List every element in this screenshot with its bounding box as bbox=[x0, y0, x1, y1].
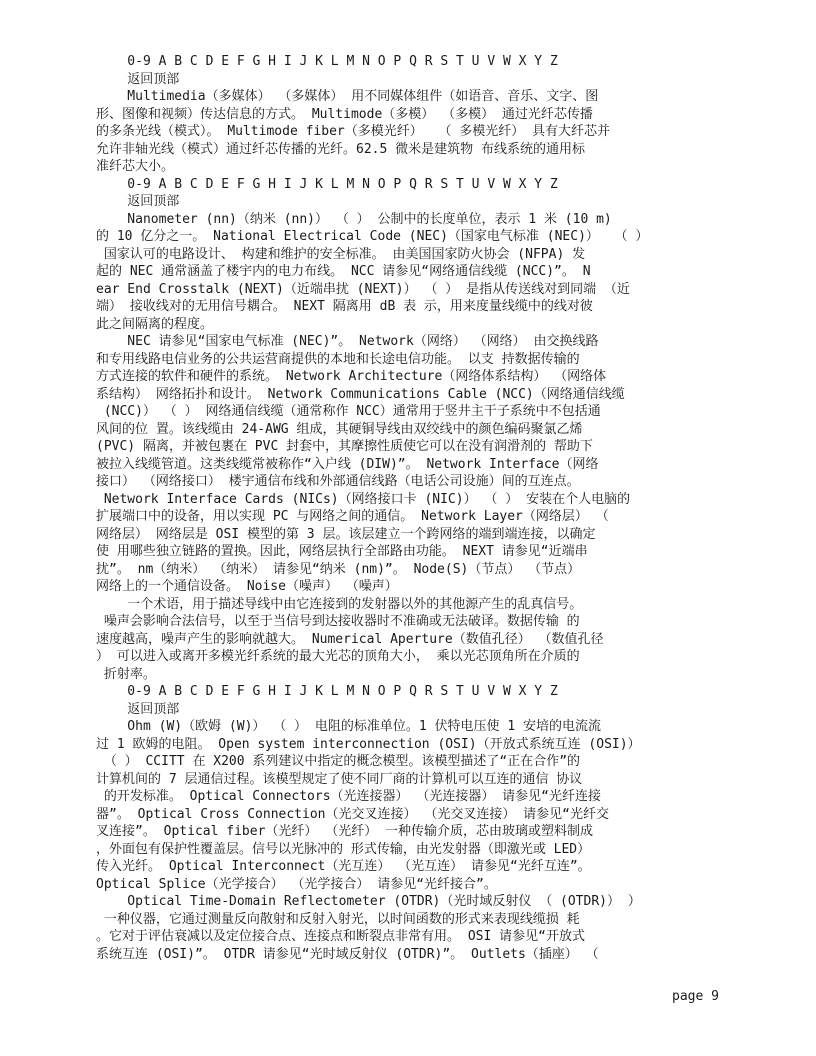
text-line: 允许非轴光线（模式）通过纤芯传播的光纤。62.5 微米是建筑物 布线系统的通用标 bbox=[96, 141, 585, 157]
text-line: (NCC)） （ ） 网络通信线缆（通常称作 NCC）通常用于竖井主干子系统中不包括通 bbox=[96, 404, 601, 419]
text-line: 端） 接收线对的无用信号耦合。 NEXT 隔离用 dB 表 示，用来度量线缆中的线对彼 bbox=[96, 299, 593, 314]
text-line: Network Interface Cards (NICs)（网络接口卡 (NIC)） （ ） 安装在个人电脑的 bbox=[96, 491, 631, 507]
text-line: 器”。 Optical Cross Connection（光交叉连接） （光交叉连接） 请参见“光纤交 bbox=[96, 806, 609, 822]
text-line: ，外面包有保护性覆盖层。信号以光脉冲的 形式传输，由光发射器（即激光或 LED） bbox=[96, 841, 591, 857]
text-line: 一个术语，用于描述导线中由它连接到的发射器以外的其他源产生的乱真信号。 bbox=[96, 596, 583, 612]
text-line: ear End Crosstalk (NEXT)（近端串扰 (NEXT)） （ ） 是指从传送线对到同端 （近 bbox=[96, 281, 630, 297]
text-line: 传入光纤。 Optical Interconnect（光互连） （光互连） 请参见“光纤互连”。 bbox=[96, 859, 591, 874]
text-line: 的多条光线（模式）。 Multimode fiber（多模光纤） （ 多模光纤） 具有大纤芯并 bbox=[96, 124, 611, 139]
text-line: NEC 请参见“国家电气标准 (NEC)”。 Network（网络） （网络） 由交换线路 bbox=[96, 334, 599, 349]
text-line: 此之间隔离的程度。 bbox=[96, 316, 214, 332]
text-line: 国家认可的电路设计、 构建和维护的安全标准。 由美国国家防火协会 (NFPA) 发 bbox=[96, 246, 586, 262]
alphabet-index-2: 0-9 A B C D E F G H I J K L M N O P Q R S T U V W X Y Z bbox=[96, 176, 558, 192]
text-line: 速度越高，噪声产生的影响就越大。 Numerical Aperture（数值孔径） （数值孔径 bbox=[96, 631, 604, 647]
back-to-top-link-1[interactable]: 返回顶部 bbox=[96, 71, 180, 87]
text-line: Nanometer (nn)（纳米 (nn)） （ ） 公制中的长度单位，表示 1 米 (10 m) bbox=[96, 211, 612, 227]
text-line: 噪声会影响合法信号，以至于当信号到达接收器时不准确或无法破译。数据传输 的 bbox=[96, 614, 580, 629]
text-line: 。它对于评估衰减以及定位接合点、连接点和断裂点非常有用。 OSI 请参见“开放式 bbox=[96, 929, 585, 944]
text-line: 被拉入线缆管道。这类线缆常被称作“入户线 (DIW)”。 Network Interface（网络 bbox=[96, 456, 599, 472]
text-line: Multimedia（多媒体） （多媒体） 用不同媒体组件（如语音、音乐、文字、图 bbox=[96, 89, 599, 104]
text-line: 方式连接的软件和硬件的系统。 Network Architecture（网络体系结构） （网络体 bbox=[96, 369, 607, 384]
text-line: 一种仪器，它通过测量反向散射和反射入射光，以时间函数的形式来表现线缆损 耗 bbox=[96, 911, 580, 927]
text-line: 过 1 欧姆的电阻。 Open system interconnection (OSI)（开放式系统互连 (OSI)） bbox=[96, 736, 641, 752]
text-line: 准纤芯大小。 bbox=[96, 159, 175, 174]
alphabet-index-3: 0-9 A B C D E F G H I J K L M N O P Q R S T U V W X Y Z bbox=[96, 684, 558, 699]
text-line: 网络上的一个通信设备。 Noise（噪声） （噪声） bbox=[96, 579, 398, 594]
text-line: 折射率。 bbox=[96, 666, 156, 682]
text-line: 接口） （网络接口） 楼宇通信布线和外部通信线路（电话公司设施）间的互连点。 bbox=[96, 474, 580, 489]
text-line: 扩展端口中的设备，用以实现 PC 与网络之间的通信。 Network Layer（网络层） （ bbox=[96, 509, 609, 524]
text-line: 风间的位 置。该线缆由 24-AWG 组成，其硬铜导线由双绞线中的颜色编码聚氯乙烯 bbox=[96, 421, 583, 437]
text-line: （ ） CCITT 在 X200 系列建议中指定的概念模型。该模型描述了“正在合作”的 bbox=[96, 754, 581, 769]
text-line: 的 10 亿分之一。 National Electrical Code (NEC)（国家电气标准 (NEC)） （ ） bbox=[96, 229, 649, 244]
alphabet-index-1: 0-9 A B C D E F G H I J K L M N O P Q R S T U V W X Y Z bbox=[96, 54, 558, 69]
text-line: Ohm (W)（欧姆 (W)） （ ） 电阻的标准单位。1 伏特电压使 1 安培的电流流 bbox=[96, 719, 602, 734]
text-line: 起的 NEC 通常涵盖了楼宇内的电力布线。 NCC 请参见“网络通信线缆 (NCC)”。 N bbox=[96, 264, 591, 279]
text-line: (PVC) 隔离，并被包裹在 PVC 封套中，其摩擦性质使它可以在没有润滑剂的 帮助下 bbox=[96, 439, 593, 454]
text-line: 系结构） 网络拓扑和设计。 Network Communications Cable (NCC)（网络通信线缆 bbox=[96, 386, 625, 402]
text-line: 和专用线路电信业务的公共运营商提供的本地和长途电信功能。 以支 持数据传输的 bbox=[96, 351, 580, 367]
document-body bbox=[96, 53, 690, 963]
text-line: Optical Splice（光学接合） （光学接合） 请参见“光纤接合”。 bbox=[96, 876, 497, 892]
text-line: 使 用哪些独立链路的置换。因此，网络层执行全部路由功能。 NEXT 请参见“近端串 bbox=[96, 544, 588, 559]
text-line: ） 可以进入或离开多模光纤系统的最大光芯的顶角大小， 乘以光芯顶角所在介质的 bbox=[96, 649, 580, 664]
text-line: 系统互连 (OSI)”。 OTDR 请参见“光时域反射仪 (OTDR)”。 Outlets（插座） （ bbox=[96, 946, 599, 962]
page-number: page 9 bbox=[672, 989, 719, 1004]
back-to-top-link-2[interactable]: 返回顶部 bbox=[96, 194, 180, 209]
text-line: 叉连接”。 Optical fiber（光纤） （光纤） 一种传输介质，芯由玻璃或塑料制成 bbox=[96, 824, 594, 839]
text-line: 网络层） 网络层是 OSI 模型的第 3 层。该层建立一个跨网络的端到端连接，以确定 bbox=[96, 526, 596, 542]
text-line: 扰”。 nm（纳米） （纳米） 请参见“纳米 (nm)”。 Node(S)（节点） （节点） bbox=[96, 561, 581, 577]
text-line: 形、图像和视频）传达信息的方式。 Multimode（多模） （多模） 通过光纤芯传播 bbox=[96, 106, 593, 122]
text-line: 的开发标准。 Optical Connectors（光连接器） （光连接器） 请参见“光纤连接 bbox=[96, 789, 602, 804]
back-to-top-link-3[interactable]: 返回顶部 bbox=[96, 701, 180, 717]
text-line: 计算机间的 7 层通信过程。该模型规定了使不同厂商的计算机可以互连的通信 协议 bbox=[96, 771, 583, 787]
text-line: Optical Time-Domain Reflectometer (OTDR)（光时域反射仪 （ (OTDR)） ） bbox=[96, 894, 641, 909]
